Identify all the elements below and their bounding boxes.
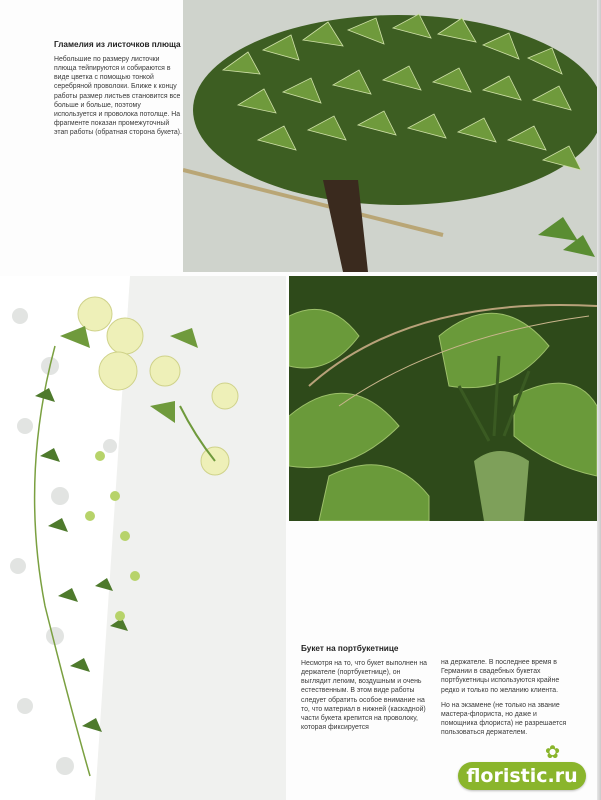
page-binding-edge: [597, 0, 601, 800]
caption-bouquet-text-3: Но на экзамене (не только на звание мастера-флориста, но даже и помощника флориста) не разрешается пользоваться держателем.: [441, 701, 567, 737]
caption-bouquet-col1: [301, 644, 431, 732]
caption-title: Гламелия из листочков плюща: [54, 40, 181, 49]
bouquet-photo: [0, 276, 286, 800]
ivy-glamelia-photo: [183, 0, 601, 272]
ivy-leaves-illustration: [183, 0, 601, 272]
bouquet-illustration: [0, 276, 286, 800]
flower-icon: ✿: [545, 742, 561, 762]
closeup-illustration: [289, 276, 597, 521]
caption-bouquet-text-2: на держателе. В последнее время в Германии в свадебных букетах портбукетницы используются крайне редко и только по желанию клиента.: [441, 659, 560, 694]
floristic-logo: floristic.ru: [458, 762, 586, 790]
caption-bouquet-title: Букет на портбукетнице: [301, 644, 399, 653]
holder-closeup-photo: [289, 276, 597, 521]
caption-glamelia: [54, 40, 182, 137]
caption-bouquet-col2: [441, 658, 575, 743]
caption-text: Небольшие по размеру листочки плюща тейпируются и собираются в виде цветка с помощью тонкой серебряной проволоки. Ближе к концу работы размер листьев становится все больше и больше, поэтому используется и проволока потолще. На фрагменте показан промежуточный этап работы (обратная сторона букета).: [54, 55, 182, 137]
caption-bouquet-text-1: Несмотря на то, что букет выполнен на держателе (портбукетнице), он выглядит легким, воздушным и очень естественным. В этом виде работы следует обратить особое внимание на то, что материал в нижней (каскадной) части букета крепится на проволоку, которая фиксируется: [301, 659, 427, 732]
